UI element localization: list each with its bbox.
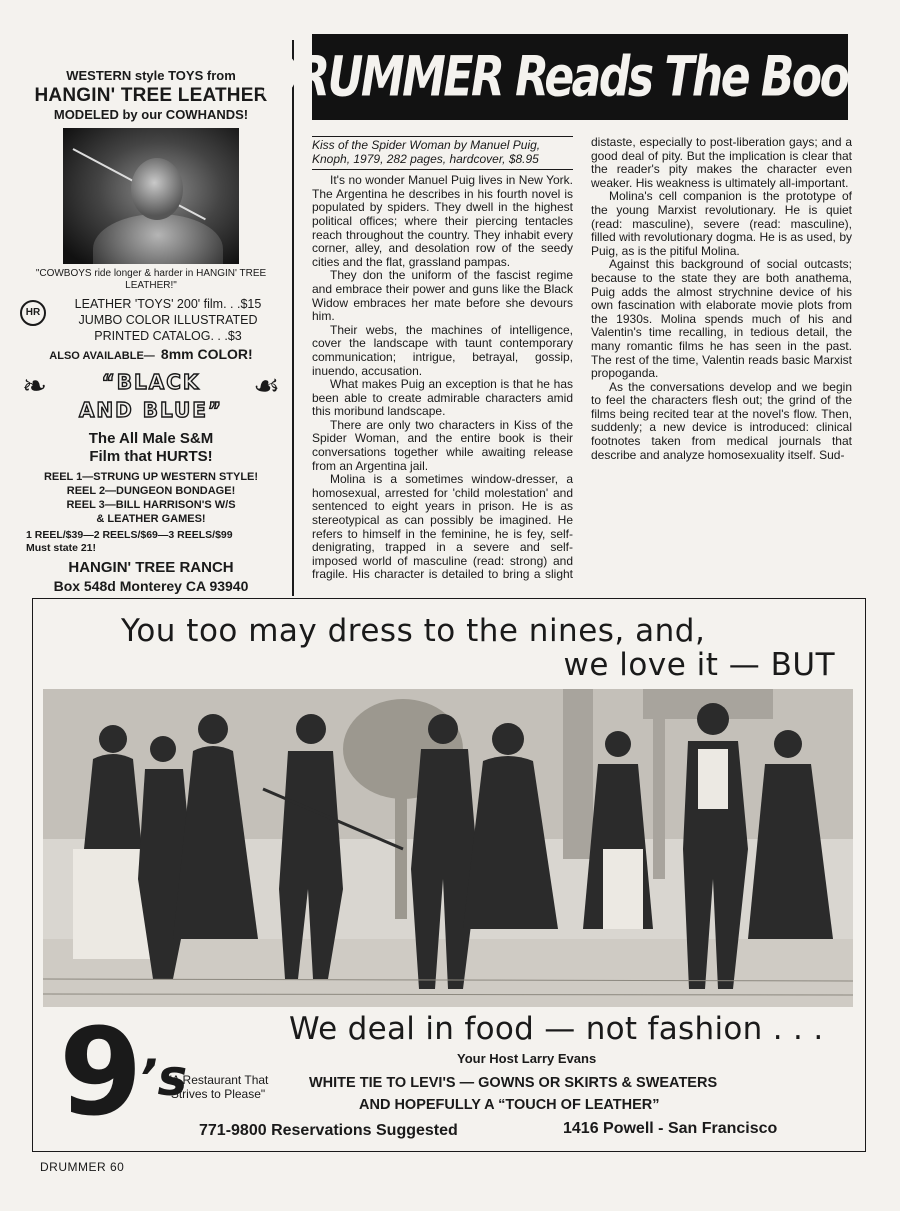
costume-engraving — [43, 689, 853, 1007]
reel-list — [14, 470, 288, 526]
article-paragraph: Molina's cell companion is the prototype of the young Marxist revolutionary. He is quiet (read: masculine), severe (read: masculine), filled with revolutionary dogma. He is as used, by Puig, as is the pitiful Molina. — [591, 189, 852, 258]
book-info: Kiss of the Spider Woman by Manuel Puig, Knoph, 1979, 282 pages, hardcover, $8.95 — [312, 136, 573, 170]
offer-line: PRINTED CATALOG. . .$3 — [94, 329, 242, 343]
also-available — [14, 346, 288, 362]
ad-headline: You too may dress to the nines, and, — [121, 613, 706, 649]
also-format: 8mm COLOR! — [160, 346, 253, 362]
article-paragraph: It's no wonder Manuel Puig lives in New York. The Argentina he describes in his fourth novel is populated by spiders. They dwell in the highest political offices; where their piercing tentacles reach throughout the country. They inhabit every corner, alley, and desolation row of the seedy cities and the flat, grassland pampas. — [312, 173, 573, 269]
swirl-ornament-icon: ❧ — [22, 369, 48, 404]
ad-kicker: WESTERN style TOYS from — [66, 68, 236, 83]
film-tagline: The All Male S&M — [88, 430, 214, 447]
hangin-tree-ad — [14, 60, 288, 595]
photo-torso — [93, 214, 223, 264]
film-title-line: AND BLUE” — [78, 398, 224, 422]
ad-slogan: We deal in food — not fashion . . . — [289, 1011, 824, 1047]
pricing-line: 1 REEL/$39—2 REELS/$69—3 REELS/$99 — [26, 529, 233, 541]
ad-headline: we love it — BUT — [563, 647, 835, 683]
book-review-article — [312, 136, 852, 588]
masthead-title: DRUMMER Reads The Books — [262, 45, 898, 109]
column-divider — [292, 40, 294, 596]
dress-code-line: AND HOPEFULLY A “TOUCH OF LEATHER” — [359, 1097, 660, 1113]
ad-subhead: MODELED by our COWHANDS! — [53, 107, 249, 122]
restaurant-ad — [32, 598, 866, 1152]
offer-block — [14, 296, 288, 344]
logo-suffix: ’s — [138, 1049, 188, 1107]
age-notice: Must state 21! — [26, 542, 97, 554]
also-label: ALSO AVAILABLE— — [49, 350, 155, 362]
article-paragraph: There are only two characters in Kiss of the Spider Woman, and the entire book is their conversations together while awaiting release from an Argentina jail. — [312, 417, 573, 473]
restaurant-address: 1416 Powell - San Francisco — [563, 1120, 778, 1137]
article-paragraph: Molina is a sometimes window-dresser, a homosexual, arrested for 'child molestation' and sentenced to eight years in prison. He is as stereotypical as can possibly be imagined. He refers to himself in the feminine, he is fey, self-denigrating, trapped in a severe and self-imposed world of masculine (read: strong) and fragile. His character is detailed to bring a slight distaste, especially to post-liberation gays; and a good deal of pity. But the implication is clear that the reader's pity makes the character even weaker. His weakness is ultimately all-important. — [312, 136, 852, 582]
swirl-ornament-icon: ☙ — [253, 369, 280, 404]
offer-line: LEATHER 'TOYS' 200' film. . .$15 — [74, 297, 262, 311]
article-paragraph: What makes Puig an exception is that he has been able to create admirable characters amid this moribund landscape. — [312, 377, 573, 419]
page-folio: DRUMMER 60 — [40, 1160, 125, 1174]
logo-nine: 9 — [59, 1004, 139, 1143]
reel-item: REEL 3—BILL HARRISON'S W/S — [66, 499, 236, 511]
ranch-address: Box 548d Monterey CA 93940 — [53, 578, 249, 594]
hr-logo-icon: HR — [20, 300, 46, 326]
phone-line: 771-9800 Reservations Suggested — [199, 1122, 458, 1139]
reel-item: REEL 1—STRUNG UP WESTERN STYLE! — [43, 471, 259, 483]
article-paragraph: Their webs, the machines of intelligence, cover the landscape with taunt contemporary communication; intrigue, betrayal, gossip, inuendo, accusation. — [312, 322, 573, 378]
host-line: Your Host Larry Evans — [457, 1051, 597, 1066]
article-paragraph: Against this background of social outcasts; because to the state they are both anathema, Puig adds the almost strychnine device of his own fascination with elaborate movie plots from the 1930s. Molina spends much of his and Valentin's time recalling, in tedious detail, the many romantic films he has seen in the past. The rest of the time, Valentin reads basic Marxist propoganda. — [591, 257, 852, 381]
film-tagline: Film that HURTS! — [89, 448, 213, 465]
article-paragraph: They don the uniform of the fascist regime and embrace their power and guns like the Black Widow embraces her mate before she devours him. — [312, 268, 573, 324]
article-paragraph: As the conversations develop and we begin to feel the characters flesh out; the grind of the films being recited tear at the novel's flow. Then, suddenly; a new device is introduced: clinical footnotes taken from medical journals that describe and analyze homosexuality itself. Sud- — [591, 379, 852, 462]
dress-code-line: WHITE TIE TO LEVI'S — GOWNS OR SKIRTS & SWEATERS — [309, 1075, 718, 1091]
ad-brand: HANGIN' TREE LEATHER — [34, 85, 268, 106]
film-title — [14, 368, 288, 430]
reel-item: REEL 2—DUNGEON BONDAGE! — [66, 485, 236, 497]
photo-caption: "COWBOYS ride longer & harder in HANGIN' TREE LEATHER!" — [35, 268, 267, 291]
reel-pricing — [14, 529, 288, 555]
photo-head — [131, 158, 183, 220]
reel-item: & LEATHER GAMES! — [96, 513, 206, 525]
offer-line: JUMBO COLOR ILLUSTRATED — [78, 313, 258, 327]
ranch-name: HANGIN' TREE RANCH — [68, 559, 234, 576]
model-photo — [63, 128, 239, 264]
film-title-line: “BLACK — [101, 370, 201, 394]
section-masthead — [262, 34, 898, 120]
restaurant-strapline: "A Restaurant That Strives to Please" — [167, 1073, 269, 1101]
